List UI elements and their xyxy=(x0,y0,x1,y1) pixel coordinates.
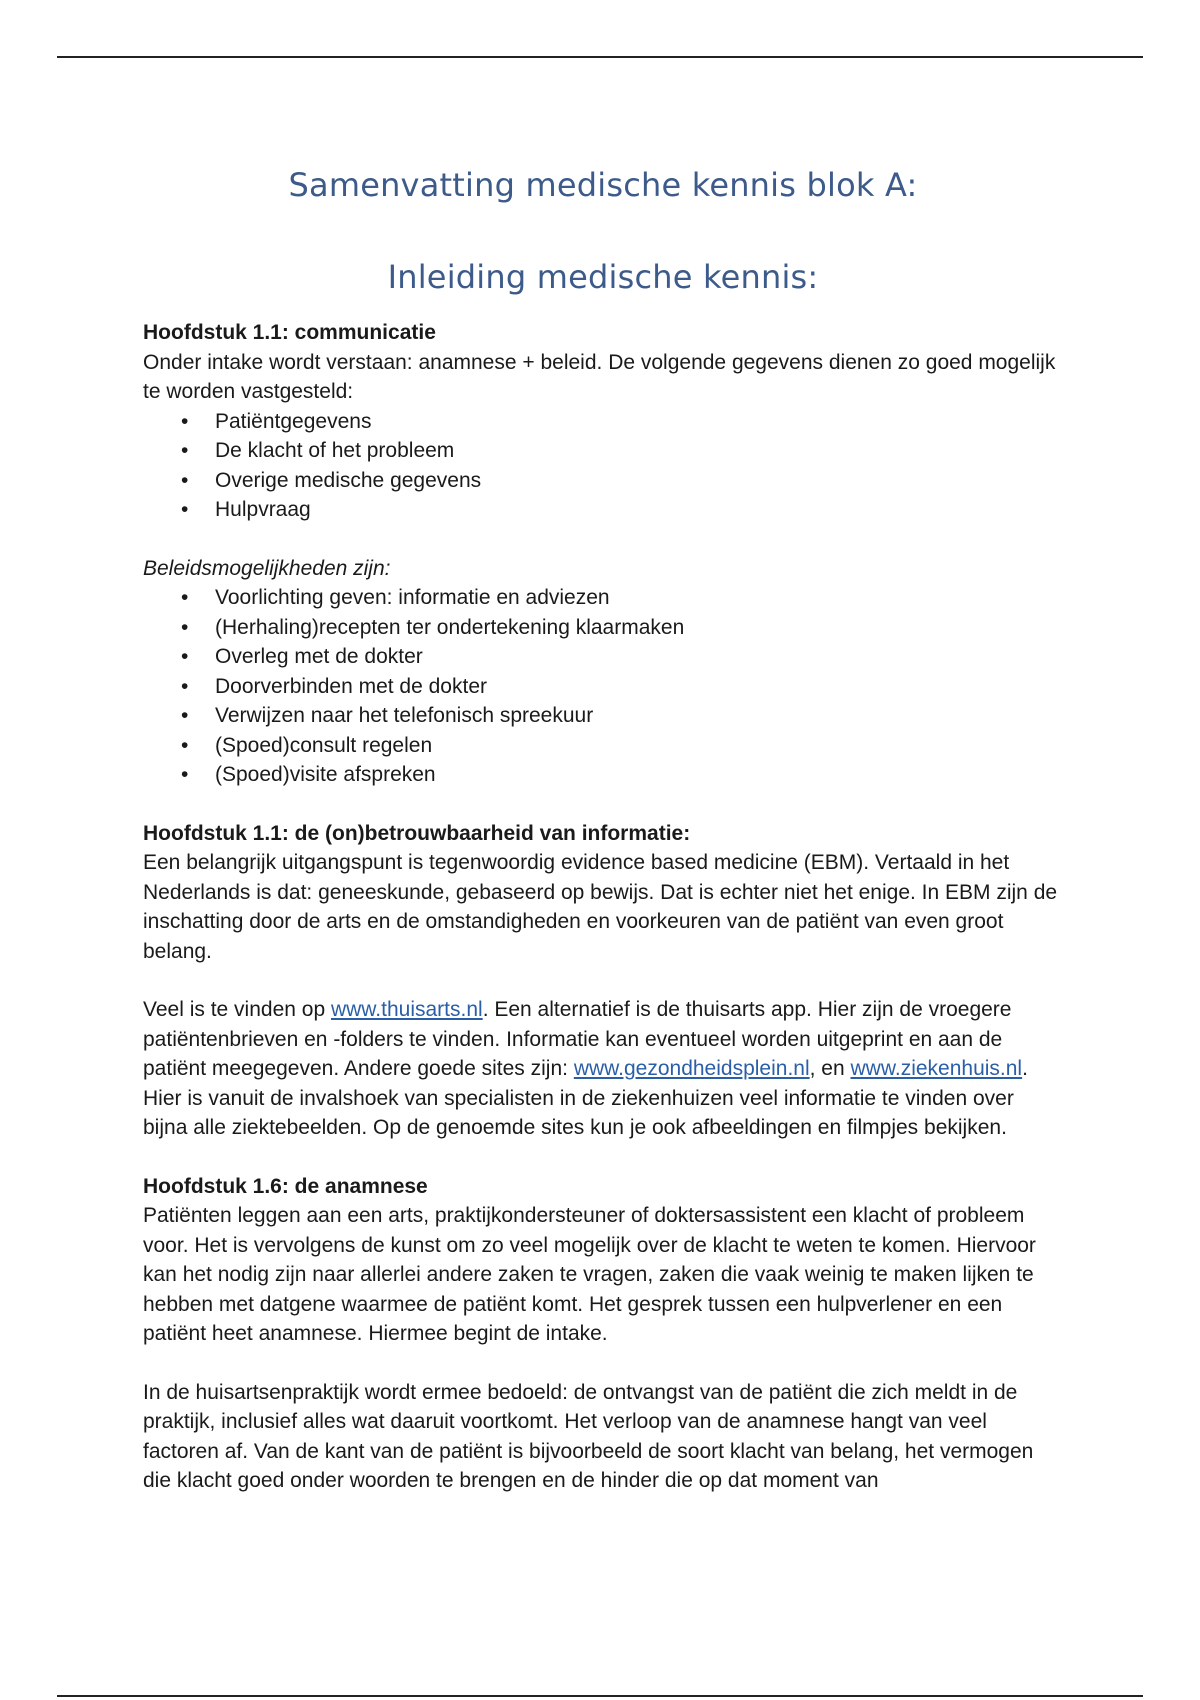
bullet-icon: • xyxy=(181,674,189,698)
link-gezondheidsplein[interactable]: www.gezondheidsplein.nl xyxy=(573,1057,810,1080)
list-beleid xyxy=(143,583,1063,790)
bullet-icon: • xyxy=(181,468,189,492)
bullet-icon: • xyxy=(181,733,189,757)
heading-anamnese: Hoofdstuk 1.6: de anamnese xyxy=(143,1174,428,1198)
bullet-icon: • xyxy=(181,586,189,609)
list-item: • Verwijzen naar het telefonisch spreekuur xyxy=(143,701,1063,731)
heading-beleid: Beleidsmogelijkheden zijn: xyxy=(143,556,391,580)
list-item: • Overleg met de dokter xyxy=(143,642,1063,672)
document-title: Samenvatting medische kennis blok A: xyxy=(288,166,918,204)
list-item: • Voorlichting geven: informatie en adviezen xyxy=(143,583,1063,613)
bottom-rule xyxy=(57,1695,1143,1697)
list-item: • (Spoed)consult regelen xyxy=(143,731,1063,761)
bullet-icon: • xyxy=(181,409,189,433)
paragraph-intake: Onder intake wordt verstaan: anamnese + beleid. De volgende gegevens dienen zo goed mogelijk te worden vastgesteld: xyxy=(143,350,1056,403)
list-item: • Doorverbinden met de dokter xyxy=(143,672,1063,702)
paragraph-anamnese: Patiënten leggen aan een arts, praktijkondersteuner of doktersassistent een klacht of probleem voor. Het is vervolgens de kunst om zo veel mogelijk over de klacht te weten te komen. Hiervoor kan het nodig zijn naar allerlei andere zaken te vragen, zaken die vaak weinig te maken lijken te hebben met datgene waarmee de patiënt komt. Het gesprek tussen een hulpverlener en een patiënt heet anamnese. Hiermee begint de intake. xyxy=(143,1204,1036,1345)
list-item: • Overige medische gegevens xyxy=(143,466,1063,496)
section-beleid xyxy=(143,554,1063,790)
section-communicatie xyxy=(143,318,1063,525)
bullet-icon: • xyxy=(181,439,189,462)
bullet-icon: • xyxy=(181,704,189,727)
list-gegevens xyxy=(143,407,1063,525)
paragraph-ebm: Een belangrijk uitgangspunt is tegenwoordig evidence based medicine (EBM). Vertaald in het Nederlands is dat: geneeskunde, gebaseerd op bewijs. Dat is echter niet het enige. In EBM zijn de inschatting door de arts en de omstandigheden en voorkeuren van de patiënt van even groot belang. xyxy=(143,851,1058,963)
bullet-icon: • xyxy=(181,645,189,668)
list-item: • De klacht of het probleem xyxy=(143,436,1063,466)
bullet-icon: • xyxy=(181,763,189,786)
top-rule xyxy=(57,56,1143,58)
bullet-icon: • xyxy=(181,615,189,639)
section-betrouwbaarheid xyxy=(143,819,1063,1143)
section-title: Inleiding medische kennis: xyxy=(387,258,819,296)
heading-communicatie: Hoofdstuk 1.1: communicatie xyxy=(143,321,436,344)
list-item: • (Herhaling)recepten ter ondertekening klaarmaken xyxy=(143,613,1063,643)
list-item: • Patiëntgegevens xyxy=(143,407,1063,437)
list-item: • (Spoed)visite afspreken xyxy=(143,760,1063,790)
heading-betrouwbaarheid: Hoofdstuk 1.1: de (on)betrouwbaarheid van informatie: xyxy=(143,821,691,845)
paragraph-websites: Veel is te vinden op www.thuisarts.nl. Een alternatief is de thuisarts app. Hier zijn de vroegere patiëntenbrieven en -folders te vinden. Informatie kan eventueel worden uitgeprint en aan de patiënt meegegeven. Andere goede sites zijn: www.gezondheidsplein.nl, en www.ziekenhuis.nl. Hier is vanuit de invalshoek van specialisten in de ziekenhuizen veel informatie te vinden over bijna alle ziektebeelden. Op de genoemde sites kun je ook afbeeldingen en filmpjes bekijken. xyxy=(143,998,1028,1139)
document-body xyxy=(143,160,1063,1496)
list-item: • Hulpvraag xyxy=(143,495,1063,525)
section-anamnese xyxy=(143,1172,1063,1496)
link-ziekenhuis[interactable]: www.ziekenhuis.nl xyxy=(850,1057,1023,1080)
link-thuisarts[interactable]: www.thuisarts.nl xyxy=(330,998,483,1021)
paragraph-huisartsenpraktijk: In de huisartsenpraktijk wordt ermee bedoeld: de ontvangst van de patiënt die zich meldt in de praktijk, inclusief alles wat daaruit voortkomt. Het verloop van de anamnese hangt van veel factoren af. Van de kant van de patiënt is bijvoorbeeld de soort klacht van belang, het vermogen die klacht goed onder woorden te brengen en de hinder die op dat moment van xyxy=(143,1380,1034,1492)
bullet-icon: • xyxy=(181,498,189,521)
